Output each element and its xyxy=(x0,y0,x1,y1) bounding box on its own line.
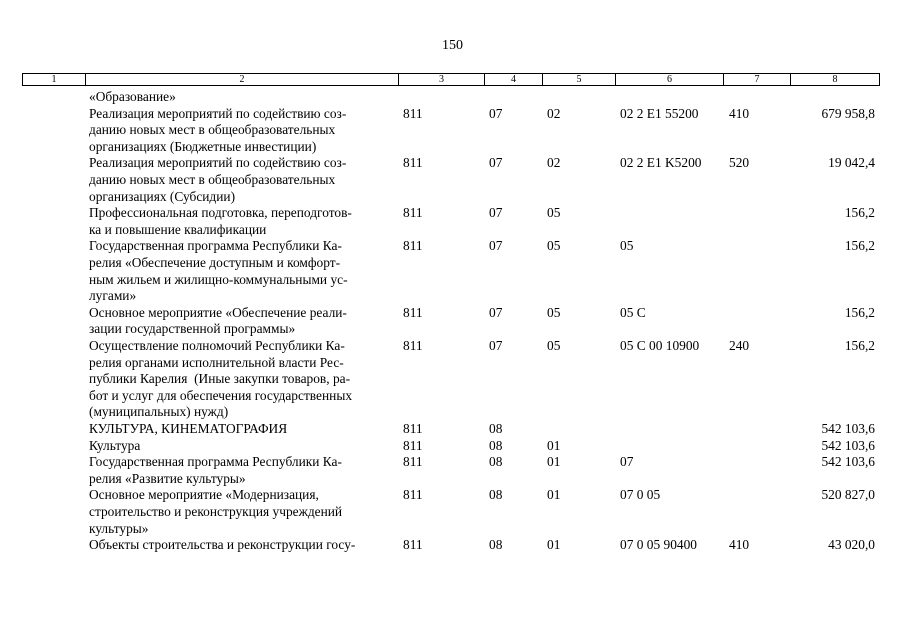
row-cell-c3: 811 xyxy=(403,537,423,553)
row-name-line: Основное мероприятие «Обеспечение реали- xyxy=(89,304,347,320)
table-row xyxy=(0,205,905,238)
header-col-7: 7 xyxy=(724,74,791,85)
row-name-line: Государственная программа Республики Ка- xyxy=(89,454,342,470)
row-name-line: публики Карелия (Иные закупки товаров, ра- xyxy=(89,371,351,387)
row-name-line: Государственная программа Республики Ка- xyxy=(89,238,342,254)
row-cell-c3: 811 xyxy=(403,487,423,503)
row-cell-c8: 43 020,0 xyxy=(828,537,875,553)
row-name-line: ным жильем и жилищно-коммунальными ус- xyxy=(89,271,348,287)
header-col-4: 4 xyxy=(485,74,543,85)
row-name xyxy=(89,238,389,304)
row-cell-c6: 02 2 E1 K5200 xyxy=(620,155,702,171)
row-cell-c6: 07 0 05 xyxy=(620,487,661,503)
row-cell-c4: 07 xyxy=(489,155,503,171)
row-name xyxy=(89,454,389,487)
row-name-line: Культура xyxy=(89,437,141,453)
row-cell-c8: 156,2 xyxy=(844,304,875,320)
row-name-line: Основное мероприятие «Модернизация, xyxy=(89,487,319,503)
row-cell-c8: 156,2 xyxy=(844,337,875,353)
table-row xyxy=(0,537,905,554)
row-cell-c5: 02 xyxy=(547,105,561,121)
row-name-line: Объекты строительства и реконструкции госу- xyxy=(89,537,356,553)
table-row xyxy=(0,338,905,421)
row-name xyxy=(89,438,389,455)
row-cell-c8: 542 103,6 xyxy=(821,420,875,436)
row-cell-c3: 811 xyxy=(403,454,423,470)
row-cell-c5: 05 xyxy=(547,205,561,221)
header-col-8: 8 xyxy=(832,74,838,85)
table-row xyxy=(0,106,905,156)
row-cell-c8: 156,2 xyxy=(844,205,875,221)
row-cell-c3: 811 xyxy=(403,337,423,353)
row-cell-c3: 811 xyxy=(403,304,423,320)
table-row xyxy=(0,487,905,537)
row-cell-c3: 811 xyxy=(403,205,423,221)
row-name-line: «Образование» xyxy=(89,89,176,104)
row-name-line: строительство и реконструкция учреждений xyxy=(89,503,343,519)
row-name xyxy=(89,487,389,537)
row-cell-c8: 542 103,6 xyxy=(821,437,875,453)
row-name xyxy=(89,106,389,156)
table-row xyxy=(0,89,905,106)
row-cell-c8: 19 042,4 xyxy=(828,155,875,171)
row-name-line: Профессиональная подготовка, переподготов- xyxy=(89,205,352,221)
row-cell-c4: 07 xyxy=(489,304,503,320)
page-number: 150 xyxy=(442,38,463,53)
row-name xyxy=(89,89,389,106)
row-cell-c3: 811 xyxy=(403,105,423,121)
row-name-line: Осуществление полномочий Республики Ка- xyxy=(89,337,345,353)
row-name xyxy=(89,305,389,338)
header-col-5: 5 xyxy=(543,74,616,85)
row-name-line: Реализация мероприятий по содействию соз- xyxy=(89,105,347,121)
row-cell-c3: 811 xyxy=(403,437,423,453)
row-cell-c8: 542 103,6 xyxy=(821,454,875,470)
row-name-line: зации государственной программы» xyxy=(89,321,296,337)
row-cell-c3: 811 xyxy=(403,155,423,171)
row-name xyxy=(89,421,389,438)
row-cell-c5: 01 xyxy=(547,537,561,553)
header-col-2: 2 xyxy=(86,74,399,85)
row-name xyxy=(89,155,389,205)
row-cell-c4: 08 xyxy=(489,537,503,553)
row-name-line: организациях (Бюджетные инвестиции) xyxy=(89,138,317,154)
row-cell-c5: 05 xyxy=(547,337,561,353)
row-cell-c7: 410 xyxy=(729,537,750,553)
table-row xyxy=(0,305,905,338)
row-cell-c7: 520 xyxy=(729,155,750,171)
row-name-line: данию новых мест в общеобразовательных xyxy=(89,171,336,187)
header-col-6: 6 xyxy=(616,74,724,85)
row-name-line: организациях (Субсидии) xyxy=(89,188,236,204)
row-cell-c4: 07 xyxy=(489,337,503,353)
row-cell-c5: 01 xyxy=(547,454,561,470)
row-cell-c4: 08 xyxy=(489,487,503,503)
row-name-line: КУЛЬТУРА, КИНЕМАТОГРАФИЯ xyxy=(89,420,288,436)
row-cell-c4: 07 xyxy=(489,105,503,121)
row-name-line: культуры» xyxy=(89,520,149,536)
row-cell-c8: 520 827,0 xyxy=(821,487,875,503)
row-cell-c6: 05 xyxy=(620,238,634,254)
row-name-line: релия «Обеспечение доступным и комфорт- xyxy=(89,254,341,270)
row-cell-c5: 05 xyxy=(547,304,561,320)
row-name-line: (муниципальных) нужд) xyxy=(89,404,229,420)
table-row xyxy=(0,438,905,455)
table-header xyxy=(22,73,880,86)
row-cell-c5: 01 xyxy=(547,487,561,503)
row-cell-c7: 240 xyxy=(729,337,750,353)
row-name-line: релия органами исполнительной власти Рес- xyxy=(89,354,344,370)
table-row xyxy=(0,238,905,304)
row-cell-c4: 07 xyxy=(489,205,503,221)
row-cell-c7: 410 xyxy=(729,105,750,121)
row-cell-c4: 08 xyxy=(489,437,503,453)
row-cell-c6: 05 С xyxy=(620,304,646,320)
row-cell-c5: 01 xyxy=(547,437,561,453)
row-name-line: лугами» xyxy=(89,288,137,304)
row-cell-c3: 811 xyxy=(403,420,423,436)
table-row xyxy=(0,421,905,438)
header-col-3: 3 xyxy=(399,74,485,85)
row-name-line: ка и повышение квалификации xyxy=(89,221,267,237)
row-cell-c5: 05 xyxy=(547,238,561,254)
row-cell-c6: 07 0 05 90400 xyxy=(620,537,697,553)
row-name xyxy=(89,205,389,238)
row-cell-c8: 679 958,8 xyxy=(821,105,875,121)
row-name-line: данию новых мест в общеобразовательных xyxy=(89,122,336,138)
table-row xyxy=(0,155,905,205)
table-body xyxy=(0,89,905,554)
row-name xyxy=(89,338,389,421)
row-cell-c4: 08 xyxy=(489,420,503,436)
row-cell-c6: 02 2 E1 55200 xyxy=(620,105,699,121)
row-name xyxy=(89,537,389,554)
row-cell-c5: 02 xyxy=(547,155,561,171)
row-cell-c6: 05 С 00 10900 xyxy=(620,337,700,353)
row-cell-c3: 811 xyxy=(403,238,423,254)
row-cell-c4: 08 xyxy=(489,454,503,470)
row-cell-c8: 156,2 xyxy=(844,238,875,254)
row-cell-c6: 07 xyxy=(620,454,634,470)
table-row xyxy=(0,454,905,487)
row-name-line: бот и услуг для обеспечения государственных xyxy=(89,387,353,403)
row-name-line: релия «Развитие культуры» xyxy=(89,470,246,486)
row-name-line: Реализация мероприятий по содействию соз- xyxy=(89,155,347,171)
header-col-1: 1 xyxy=(23,74,86,85)
row-cell-c4: 07 xyxy=(489,238,503,254)
